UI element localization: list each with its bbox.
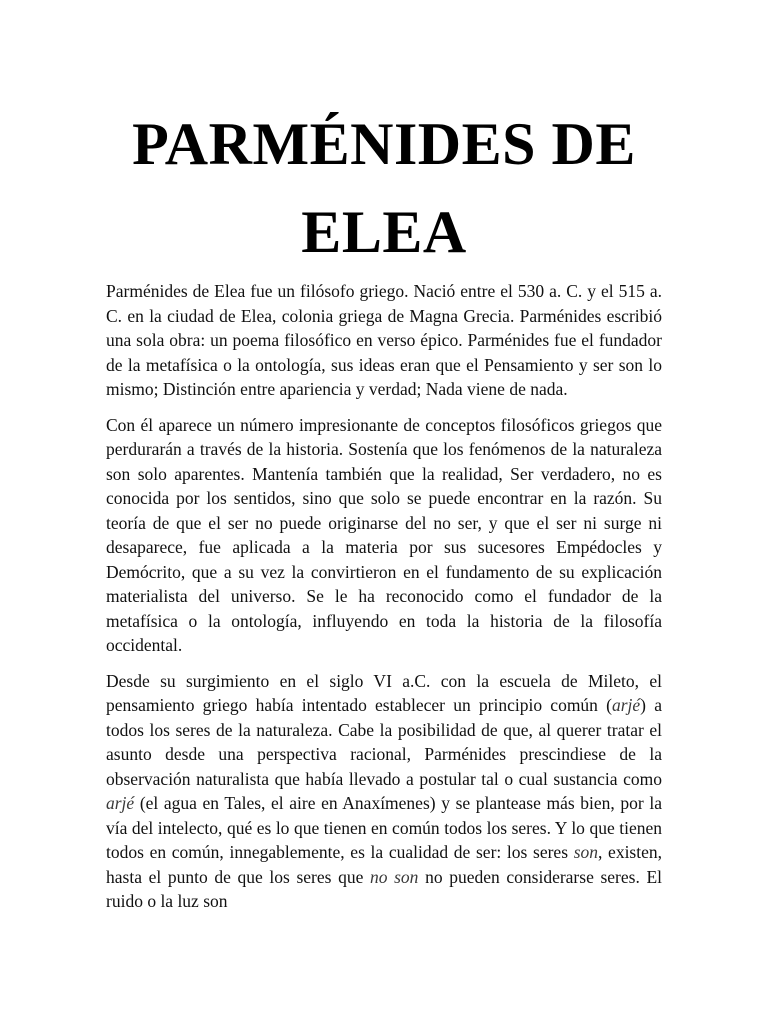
text-run: (el agua en Tales, el aire en Anaxímenes) y se plantease más bien, por la vía del intelecto, qué es lo que tienen en común todos los seres. Y lo que tienen todos en común, innegablemente, es la cualidad de ser: los seres bbox=[106, 793, 662, 862]
body-text bbox=[106, 279, 662, 925]
italic-term: arjé bbox=[106, 793, 135, 813]
text-run: no pueden considerarse seres. El ruido o la luz son bbox=[106, 866, 663, 911]
page-title: PARMÉNIDES DE ELEA bbox=[132, 111, 636, 265]
paragraph bbox=[106, 413, 662, 658]
italic-term: son bbox=[573, 842, 598, 862]
paragraph bbox=[106, 279, 662, 402]
paragraph bbox=[106, 669, 662, 914]
italic-term: no son bbox=[369, 866, 419, 887]
text-run: ) a todos los seres de la naturaleza. Cabe la posibilidad de que, al querer tratar el asunto desde una perspectiva racional, Parménides prescindiese de la observación naturalista que había llevado a postular tal o cual sustancia como bbox=[106, 695, 662, 789]
text-run: Parménides de Elea fue un filósofo griego. Nació entre el 530 a. C. y el 515 a. C. en la ciudad de Elea, colonia griega de Magna Grecia. Parménides escribió una sola obra: un poema filosófico en verso épico. Parménides fue el fundador de la metafísica o la ontología, sus ideas eran que el Pensamiento y ser son lo mismo; Distinción entre apariencia y verdad; Nada viene de nada. bbox=[106, 281, 662, 399]
text-run: , existen, hasta el punto de que los seres que bbox=[106, 842, 662, 887]
text-run: Desde su surgimiento en el siglo VI a.C. con la escuela de Mileto, el pensamiento griego había intentado establecer un principio común ( bbox=[106, 670, 662, 715]
text-run: Con él aparece un número impresionante de conceptos filosóficos griegos que perdurarán a través de la historia. Sostenía que los fenómenos de la naturaleza son solo aparentes. Mantenía también que la realidad, Ser verdadero, no es conocida por los sentidos, sino que solo se puede encontrar en la razón. Su teoría de que el ser no puede originarse del no ser, y que el ser ni surge ni desaparece, fue aplicada a la materia por sus sucesores Empédocles y Demócrito, que a su vez la convirtieron en el fundamento de su explicación materialista del universo. Se le ha reconocido como el fundador de la metafísica o la ontología, influyendo en toda la historia de la filosofía occidental. bbox=[106, 414, 662, 655]
italic-term: arjé bbox=[611, 695, 641, 715]
